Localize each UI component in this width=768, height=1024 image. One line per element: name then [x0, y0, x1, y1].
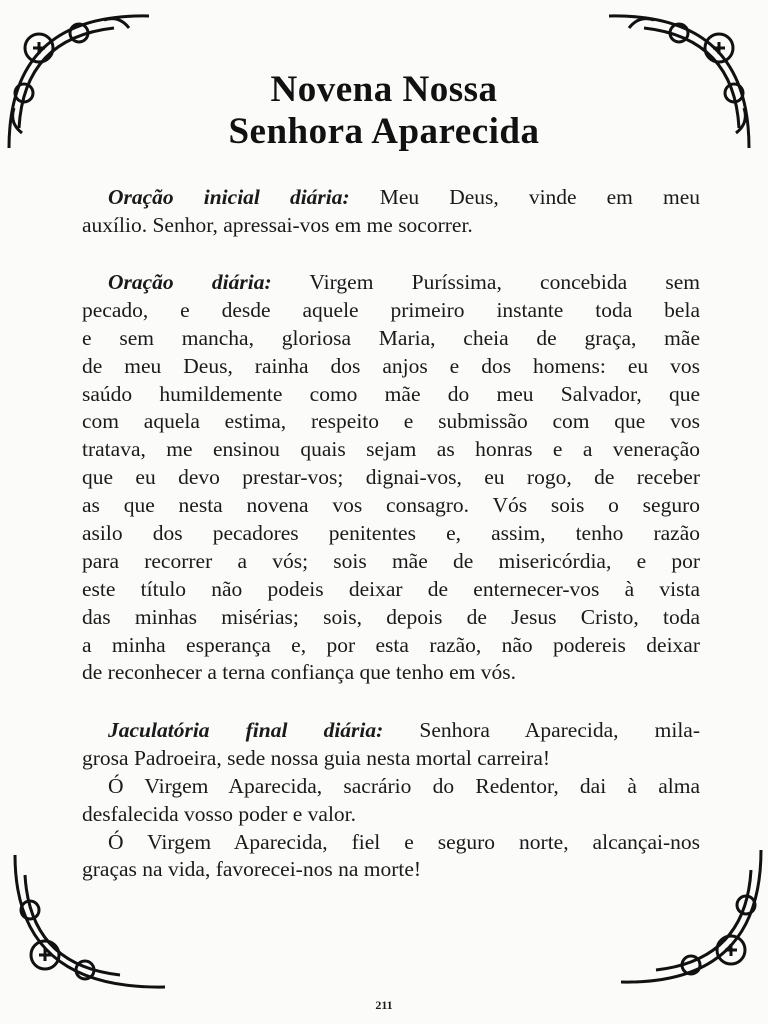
text-line: [82, 801, 700, 829]
page-title-line-1: Novena Nossa: [270, 69, 498, 110]
text-line: [82, 408, 700, 436]
line-text: asilo dos pecadores penitentes e, assim, tenho razão: [82, 521, 700, 546]
line-text: Virgem Puríssima, concebida sem: [271, 270, 700, 294]
line-text: que eu devo prestar-vos; dignai-vos, eu rogo, de receber: [82, 465, 700, 490]
text-line: [82, 856, 700, 884]
text-line: [82, 576, 700, 604]
line-text: este título não podeis deixar de enternecer-vos à vista: [82, 576, 700, 601]
paragraph-label: Jaculatória final diária:: [108, 718, 384, 742]
line-text: saúdo humildemente como mãe do meu Salvador, que: [82, 381, 700, 406]
text-line: [82, 548, 700, 576]
line-text: de reconhecer a terna confiança que tenho em vós.: [82, 660, 516, 685]
paragraph-label: Oração inicial diária:: [108, 185, 350, 209]
text-line: [82, 464, 700, 492]
text-line: [82, 659, 700, 687]
text-line: [82, 520, 700, 548]
text-line: [82, 184, 700, 212]
line-text: para recorrer a vós; sois mãe de misericórdia, e por: [82, 548, 700, 573]
line-text: as que nesta novena vos consagro. Vós sois o seguro: [82, 493, 700, 518]
page-title-line-2: Senhora Aparecida: [228, 111, 540, 152]
paragraph-label: Oração diária:: [108, 270, 272, 294]
paragraph-oracao-inicial: [82, 184, 700, 240]
text-line: [82, 381, 700, 409]
text-line: [82, 604, 700, 632]
line-text: tratava, me ensinou quais sejam as honras e a veneração: [82, 437, 700, 462]
line-text: pecado, e desde aquele primeiro instante toda bela: [82, 297, 700, 322]
text-line: [82, 436, 700, 464]
line-text: Ó Virgem Aparecida, sacrário do Redentor, dai à alma: [108, 773, 700, 798]
line-text: das minhas misérias; sois, depois de Jesus Cristo, toda: [82, 604, 700, 629]
line-text: de meu Deus, rainha dos anjos e dos homens: eu vos: [82, 353, 700, 378]
text-line: [82, 745, 700, 773]
line-text: Senhora Aparecida, mila-: [383, 718, 700, 742]
text-line: [82, 632, 700, 660]
text-line: [82, 325, 700, 353]
line-text: graças na vida, favorecei-nos na morte!: [82, 857, 422, 882]
line-text: Meu Deus, vinde em meu: [349, 185, 700, 209]
line-text: auxílio. Senhor, apressai-vos em me socorrer.: [82, 212, 473, 237]
line-text: grosa Padroeira, sede nossa guia nesta mortal carreira!: [82, 745, 551, 770]
text-line: [82, 717, 700, 745]
page-number: 211: [375, 998, 393, 1012]
text-line: [82, 212, 700, 240]
line-text: com aquela estima, respeito e submissão com que vos: [82, 409, 700, 434]
text-line: [82, 297, 700, 325]
text-line: [82, 269, 700, 297]
paragraph-oracao-diaria: [82, 269, 700, 687]
line-text: e sem mancha, gloriosa Maria, cheia de graça, mãe: [82, 325, 700, 350]
text-line: [82, 829, 700, 857]
text-line: [82, 353, 700, 381]
line-text: Ó Virgem Aparecida, fiel e seguro norte, alcançai-nos: [108, 829, 700, 854]
text-line: [82, 773, 700, 801]
line-text: a minha esperança e, por esta razão, não podereis deixar: [82, 632, 700, 657]
paragraph-jaculatoria: [82, 717, 700, 884]
line-text: desfalecida vosso poder e valor.: [82, 801, 357, 826]
text-line: [82, 492, 700, 520]
